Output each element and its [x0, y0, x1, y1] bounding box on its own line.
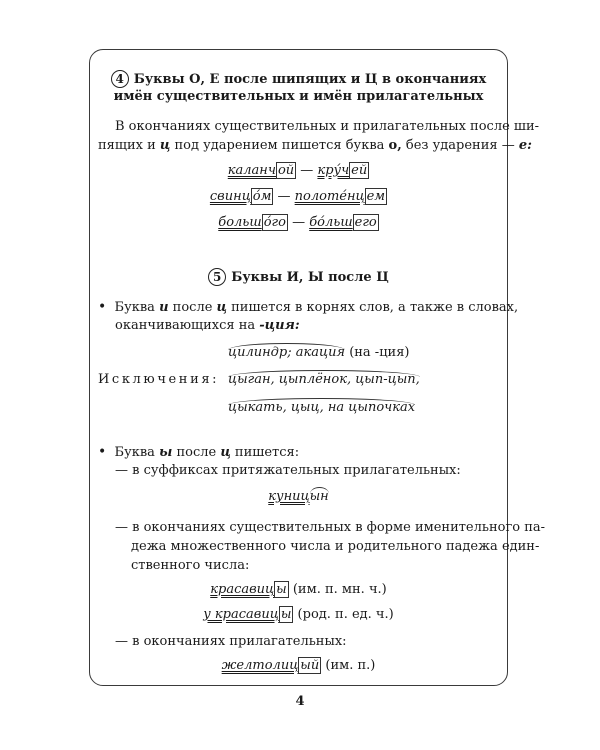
case2-line2: дежа множественного числа и родительного падежа един-: [131, 539, 540, 554]
case2-line1: — в окончаниях существительных в форме именительного па-: [115, 520, 546, 535]
section4-title-line2: имён существительных и имён прилагательных: [113, 89, 484, 104]
example-row: больш о́го — бо́льш его: [218, 215, 377, 230]
bullet1-line2: оканчивающихся на -ция:: [115, 318, 300, 333]
case1: — в суффиксах притяжательных прилагательных:: [115, 463, 461, 478]
exceptions-label: Исключения:: [98, 372, 220, 387]
section4-rule-line2: пящих и ц под ударением пишется буква о, без ударения — е:: [98, 138, 532, 153]
case2-line3: ственного числа:: [131, 558, 250, 573]
bullet-icon: •: [98, 299, 107, 315]
page-number: 4: [295, 694, 305, 709]
section5-title: 5 Буквы И, Ы после Ц: [89, 268, 508, 286]
section4-title-line1: 4 Буквы О, Е после шипящих и Ц в окончаниях: [89, 70, 508, 88]
bullet2-line1: • Буква ы после ц пишется:: [98, 444, 300, 460]
case2-example1: красавиц ы (им. п. мн. ч.): [210, 582, 387, 597]
case2-example2: у красавиц ы (род. п. ед. ч.): [203, 607, 394, 622]
bullet1-examples: цилиндр; акация (на -ция): [228, 345, 410, 360]
section4-number: 4: [111, 70, 129, 88]
example-row: каланч ой — кру́ч ей: [227, 163, 368, 178]
case1-example: куницын: [268, 489, 329, 504]
section4-rule-line1: В окончаниях существительных и прилагательных после ши-: [115, 119, 540, 134]
section5-number: 5: [208, 268, 226, 286]
bullet-icon: •: [98, 444, 107, 460]
case3-example: желтолиц ый (им. п.): [221, 658, 376, 673]
bullet1-line1: • Буква и после ц пишется в корнях слов, а также в словах,: [98, 299, 519, 315]
exceptions-line2: цыкать, цыц, на цыпочках: [228, 400, 416, 415]
case3: — в окончаниях прилагательных:: [115, 634, 347, 649]
example-row: свинц о́м — полоте́нц ем: [209, 189, 386, 204]
exceptions-line1: цыган, цыплёнок, цып-цып,: [228, 372, 420, 387]
